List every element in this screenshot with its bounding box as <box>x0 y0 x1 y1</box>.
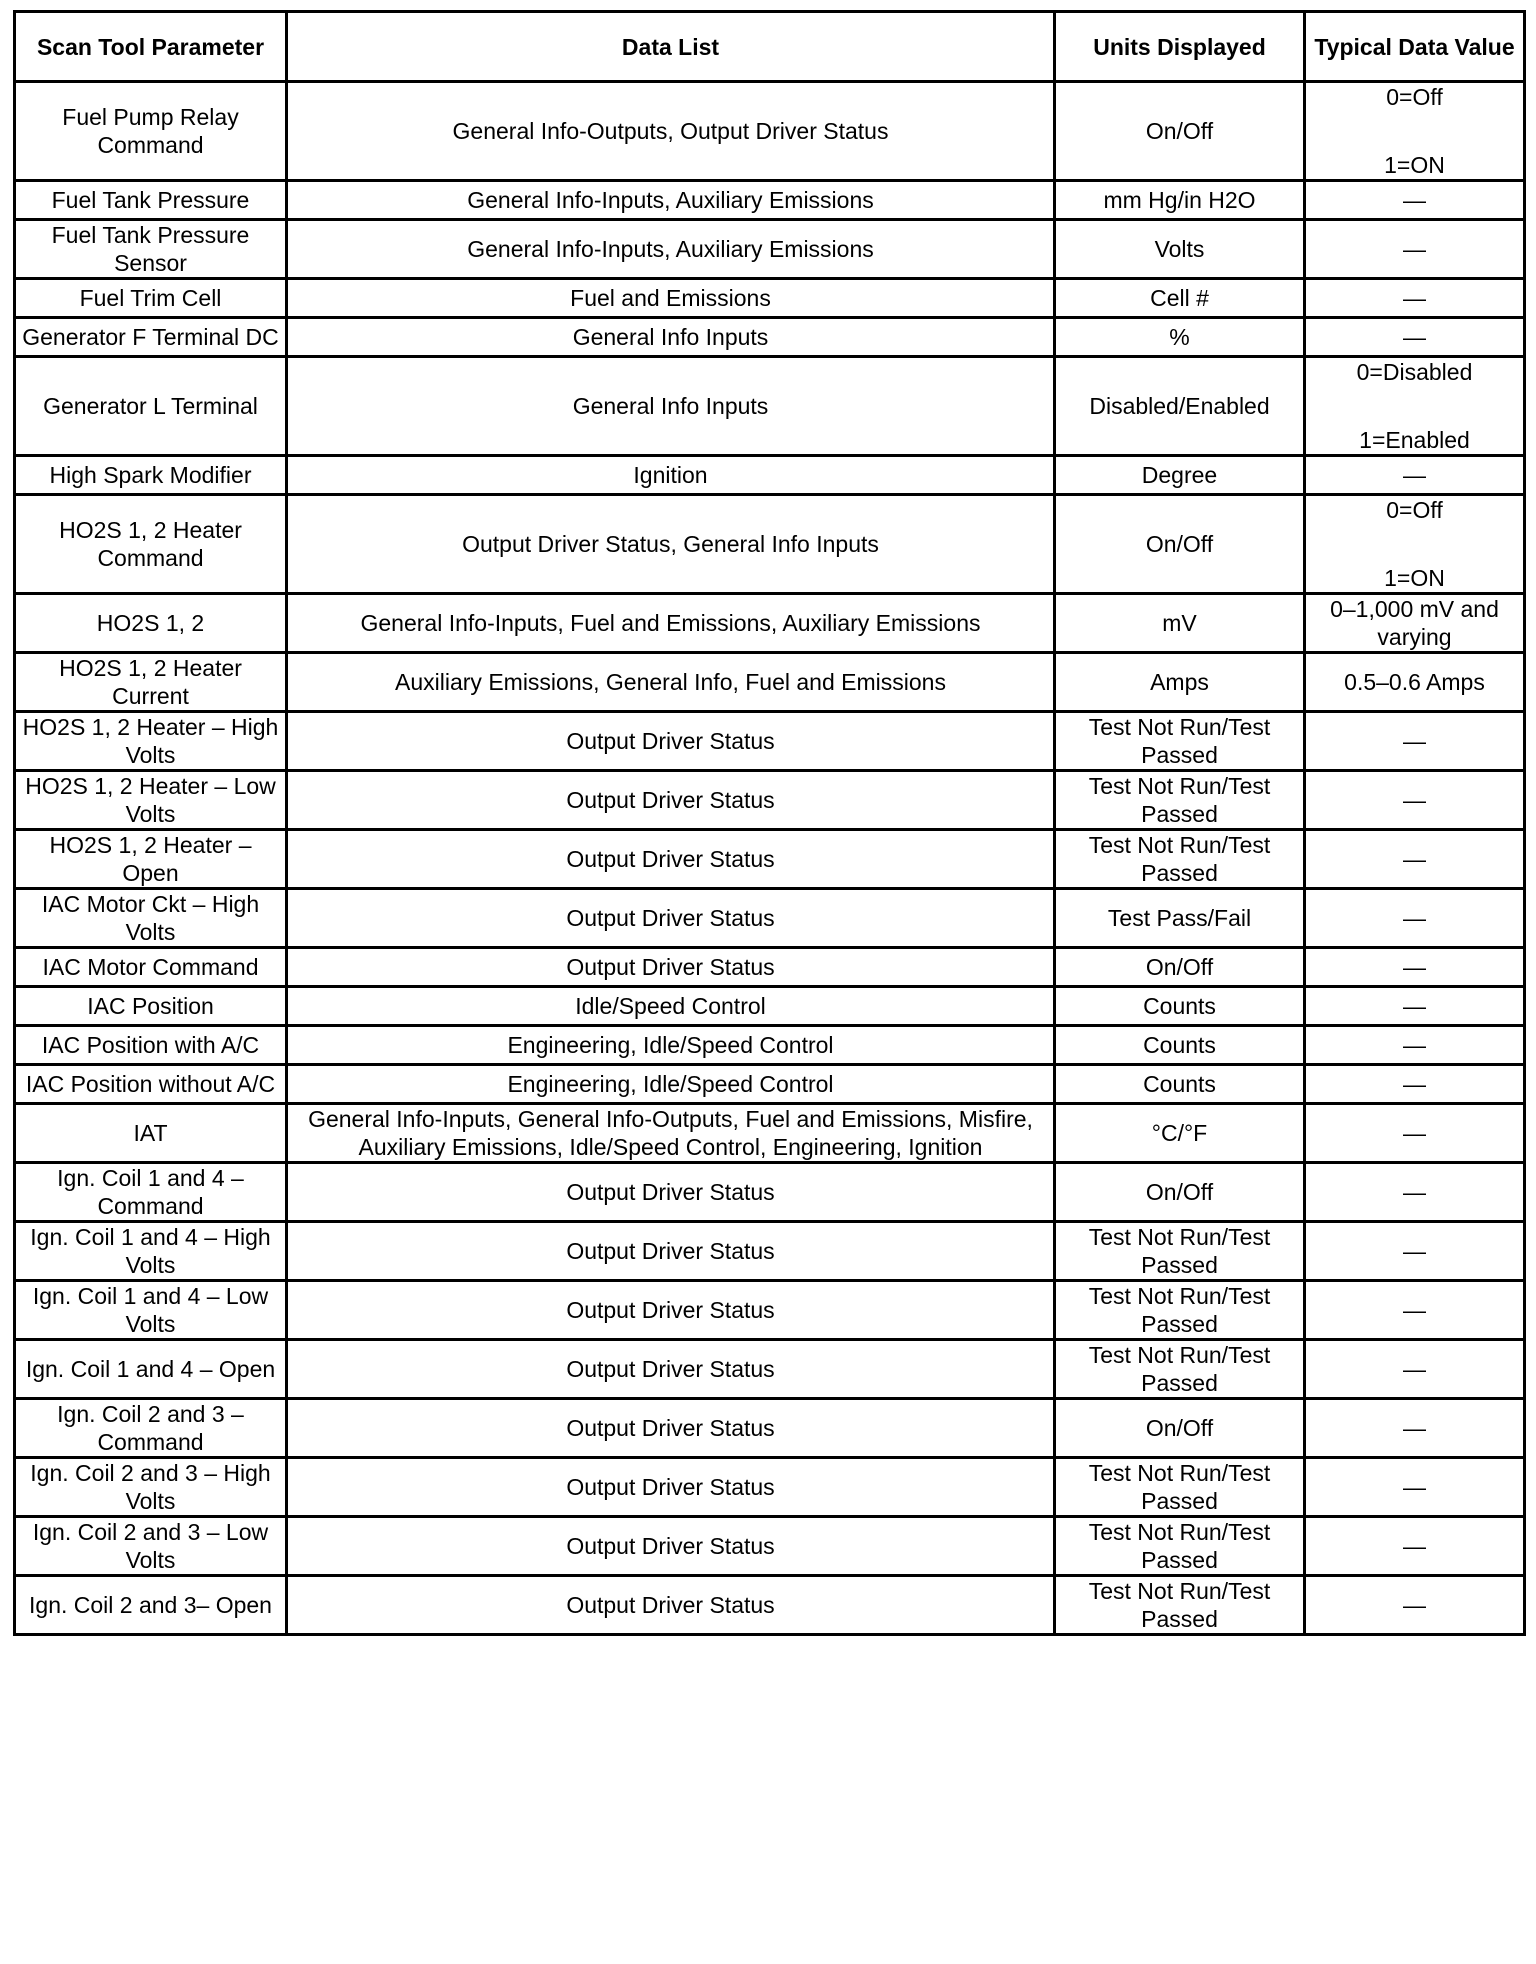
units-cell: °C/°F <box>1055 1104 1305 1163</box>
data-list-cell: Output Driver Status <box>287 830 1055 889</box>
table-row <box>15 771 1525 830</box>
param-cell: Ign. Coil 1 and 4 – Low Volts <box>15 1281 287 1340</box>
data-list-cell: Output Driver Status <box>287 1222 1055 1281</box>
units-cell: mm Hg/in H2O <box>1055 181 1305 220</box>
typical-value-cell: — <box>1305 1026 1525 1065</box>
param-cell: Ign. Coil 1 and 4 – High Volts <box>15 1222 287 1281</box>
param-cell: Fuel Trim Cell <box>15 279 287 318</box>
table-row <box>15 318 1525 357</box>
scan-tool-parameter-table <box>13 10 1526 1636</box>
typical-value-line: 1=Enabled <box>1359 427 1470 453</box>
param-cell: Ign. Coil 2 and 3 – Command <box>15 1399 287 1458</box>
table-row <box>15 181 1525 220</box>
typical-value-cell: — <box>1305 1281 1525 1340</box>
table-row <box>15 357 1525 456</box>
data-list-cell: Idle/Speed Control <box>287 987 1055 1026</box>
units-cell: Volts <box>1055 220 1305 279</box>
table-row <box>15 1399 1525 1458</box>
param-cell: Generator L Terminal <box>15 357 287 456</box>
typical-value-line: 0=Disabled <box>1356 359 1473 385</box>
typical-value-cell: — <box>1305 987 1525 1026</box>
typical-value-cell: — <box>1305 771 1525 830</box>
units-cell: Disabled/Enabled <box>1055 357 1305 456</box>
typical-value-cell <box>1305 82 1525 181</box>
units-cell: Test Not Run/Test Passed <box>1055 712 1305 771</box>
param-cell: Generator F Terminal DC <box>15 318 287 357</box>
data-list-cell: General Info-Inputs, Auxiliary Emissions <box>287 181 1055 220</box>
units-cell: Degree <box>1055 456 1305 495</box>
param-cell: Ign. Coil 2 and 3 – High Volts <box>15 1458 287 1517</box>
data-list-cell: Fuel and Emissions <box>287 279 1055 318</box>
units-cell: Test Not Run/Test Passed <box>1055 1340 1305 1399</box>
table-row <box>15 220 1525 279</box>
param-cell: Fuel Tank Pressure Sensor <box>15 220 287 279</box>
header-typical-data-value: Typical Data Value <box>1305 12 1525 82</box>
param-cell: IAT <box>15 1104 287 1163</box>
data-list-cell: Auxiliary Emissions, General Info, Fuel and Emissions <box>287 653 1055 712</box>
typical-value-cell <box>1305 357 1525 456</box>
units-cell: On/Off <box>1055 1163 1305 1222</box>
data-list-cell: Output Driver Status <box>287 1399 1055 1458</box>
typical-value-cell: 0.5–0.6 Amps <box>1305 653 1525 712</box>
table-row <box>15 1281 1525 1340</box>
table-row <box>15 456 1525 495</box>
data-list-cell: General Info-Outputs, Output Driver Status <box>287 82 1055 181</box>
typical-value-cell: — <box>1305 1458 1525 1517</box>
param-cell: Fuel Pump Relay Command <box>15 82 287 181</box>
param-cell: HO2S 1, 2 Heater – High Volts <box>15 712 287 771</box>
table-row <box>15 1517 1525 1576</box>
units-cell: Test Pass/Fail <box>1055 889 1305 948</box>
typical-value-cell: — <box>1305 1399 1525 1458</box>
typical-value-cell: — <box>1305 830 1525 889</box>
units-cell: On/Off <box>1055 1399 1305 1458</box>
param-cell: HO2S 1, 2 Heater Current <box>15 653 287 712</box>
units-cell: On/Off <box>1055 948 1305 987</box>
typical-value-line: 1=ON <box>1384 152 1445 178</box>
data-list-cell: Output Driver Status <box>287 1458 1055 1517</box>
param-cell: IAC Position <box>15 987 287 1026</box>
typical-value-cell <box>1305 495 1525 594</box>
typical-value-cell: — <box>1305 318 1525 357</box>
typical-value-line: 0=Off <box>1386 84 1443 110</box>
header-data-list: Data List <box>287 12 1055 82</box>
param-cell: IAC Motor Command <box>15 948 287 987</box>
data-list-cell: General Info-Inputs, General Info-Outputs, Fuel and Emissions, Misfire, Auxiliary Emissions, Idle/Speed Control, Engineering, Ignition <box>287 1104 1055 1163</box>
data-list-cell: Engineering, Idle/Speed Control <box>287 1065 1055 1104</box>
param-cell: HO2S 1, 2 Heater – Low Volts <box>15 771 287 830</box>
table-row <box>15 82 1525 181</box>
units-cell: Counts <box>1055 987 1305 1026</box>
typical-value-cell: — <box>1305 279 1525 318</box>
typical-value-cell: — <box>1305 1104 1525 1163</box>
table-row <box>15 1458 1525 1517</box>
typical-value-cell: — <box>1305 948 1525 987</box>
table-row <box>15 1065 1525 1104</box>
data-list-cell: Output Driver Status <box>287 889 1055 948</box>
typical-value-cell: — <box>1305 1222 1525 1281</box>
param-cell: Fuel Tank Pressure <box>15 181 287 220</box>
data-list-cell: General Info Inputs <box>287 357 1055 456</box>
header-units-displayed: Units Displayed <box>1055 12 1305 82</box>
units-cell: % <box>1055 318 1305 357</box>
typical-value-cell: — <box>1305 1576 1525 1635</box>
table-row <box>15 1026 1525 1065</box>
typical-value-cell: — <box>1305 1517 1525 1576</box>
table-row <box>15 495 1525 594</box>
table-row <box>15 1104 1525 1163</box>
param-cell: HO2S 1, 2 <box>15 594 287 653</box>
typical-value-cell: — <box>1305 1065 1525 1104</box>
units-cell: Test Not Run/Test Passed <box>1055 1222 1305 1281</box>
param-cell: Ign. Coil 2 and 3 – Low Volts <box>15 1517 287 1576</box>
param-cell: High Spark Modifier <box>15 456 287 495</box>
units-cell: Test Not Run/Test Passed <box>1055 1576 1305 1635</box>
units-cell: Test Not Run/Test Passed <box>1055 1281 1305 1340</box>
param-cell: HO2S 1, 2 Heater Command <box>15 495 287 594</box>
table-row <box>15 1163 1525 1222</box>
data-list-cell: General Info-Inputs, Fuel and Emissions, Auxiliary Emissions <box>287 594 1055 653</box>
units-cell: Amps <box>1055 653 1305 712</box>
param-cell: Ign. Coil 1 and 4 – Command <box>15 1163 287 1222</box>
typical-value-cell: — <box>1305 181 1525 220</box>
param-cell: Ign. Coil 2 and 3– Open <box>15 1576 287 1635</box>
data-list-cell: Output Driver Status <box>287 712 1055 771</box>
data-list-cell: Output Driver Status <box>287 1281 1055 1340</box>
units-cell: mV <box>1055 594 1305 653</box>
typical-value-cell: — <box>1305 889 1525 948</box>
param-cell: IAC Position without A/C <box>15 1065 287 1104</box>
table-row <box>15 987 1525 1026</box>
param-cell: IAC Position with A/C <box>15 1026 287 1065</box>
table-row <box>15 1576 1525 1635</box>
units-cell: Test Not Run/Test Passed <box>1055 771 1305 830</box>
table-row <box>15 1340 1525 1399</box>
units-cell: Test Not Run/Test Passed <box>1055 830 1305 889</box>
param-cell: HO2S 1, 2 Heater – Open <box>15 830 287 889</box>
typical-value-cell: — <box>1305 220 1525 279</box>
table-row <box>15 830 1525 889</box>
data-list-cell: Output Driver Status <box>287 771 1055 830</box>
units-cell: On/Off <box>1055 82 1305 181</box>
units-cell: Counts <box>1055 1026 1305 1065</box>
units-cell: On/Off <box>1055 495 1305 594</box>
typical-value-line: 1=ON <box>1384 565 1445 591</box>
param-cell: Ign. Coil 1 and 4 – Open <box>15 1340 287 1399</box>
typical-value-cell: — <box>1305 1340 1525 1399</box>
table-row <box>15 279 1525 318</box>
table-header-row <box>15 12 1525 82</box>
units-cell: Test Not Run/Test Passed <box>1055 1517 1305 1576</box>
data-list-cell: Output Driver Status <box>287 948 1055 987</box>
typical-value-cell: 0–1,000 mV and varying <box>1305 594 1525 653</box>
table-row <box>15 1222 1525 1281</box>
typical-value-cell: — <box>1305 1163 1525 1222</box>
data-list-cell: Output Driver Status <box>287 1517 1055 1576</box>
data-list-cell: Output Driver Status, General Info Inputs <box>287 495 1055 594</box>
units-cell: Cell # <box>1055 279 1305 318</box>
data-list-cell: Output Driver Status <box>287 1163 1055 1222</box>
table-row <box>15 653 1525 712</box>
table-row <box>15 712 1525 771</box>
data-list-cell: Ignition <box>287 456 1055 495</box>
table-row <box>15 948 1525 987</box>
data-list-cell: Output Driver Status <box>287 1340 1055 1399</box>
units-cell: Counts <box>1055 1065 1305 1104</box>
table-row <box>15 889 1525 948</box>
typical-value-line: 0=Off <box>1386 497 1443 523</box>
data-list-cell: Engineering, Idle/Speed Control <box>287 1026 1055 1065</box>
data-list-cell: Output Driver Status <box>287 1576 1055 1635</box>
data-list-cell: General Info-Inputs, Auxiliary Emissions <box>287 220 1055 279</box>
table-row <box>15 594 1525 653</box>
units-cell: Test Not Run/Test Passed <box>1055 1458 1305 1517</box>
data-list-cell: General Info Inputs <box>287 318 1055 357</box>
typical-value-cell: — <box>1305 712 1525 771</box>
header-scan-tool-parameter: Scan Tool Parameter <box>15 12 287 82</box>
typical-value-cell: — <box>1305 456 1525 495</box>
param-cell: IAC Motor Ckt – High Volts <box>15 889 287 948</box>
